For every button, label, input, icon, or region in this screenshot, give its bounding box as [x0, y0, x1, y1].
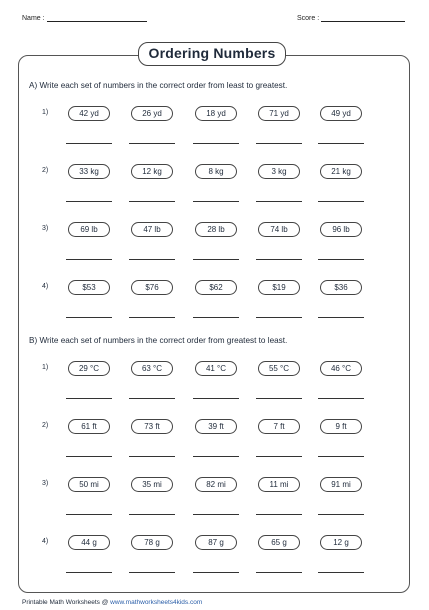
name-line[interactable]	[47, 13, 147, 22]
answer-line[interactable]	[129, 317, 175, 318]
number-pill: 91 mi	[320, 477, 362, 492]
problem-number: 2)	[42, 422, 49, 429]
number-pill: $19	[258, 280, 300, 295]
number-pill: $76	[131, 280, 173, 295]
answer-line[interactable]	[318, 572, 364, 573]
answer-line[interactable]	[129, 143, 175, 144]
number-pill: 35 mi	[131, 477, 173, 492]
answer-line[interactable]	[256, 201, 302, 202]
answer-line[interactable]	[193, 317, 239, 318]
number-pill: 33 kg	[68, 164, 110, 179]
number-pill: 87 g	[195, 535, 237, 550]
answer-line[interactable]	[129, 398, 175, 399]
answer-line[interactable]	[193, 456, 239, 457]
number-pill: 9 ft	[320, 419, 362, 434]
answer-line[interactable]	[66, 514, 112, 515]
answer-line[interactable]	[66, 317, 112, 318]
answer-line[interactable]	[66, 572, 112, 573]
number-pill: 49 yd	[320, 106, 362, 121]
answer-line[interactable]	[193, 201, 239, 202]
number-pill: 50 mi	[68, 477, 110, 492]
number-pill: 3 kg	[258, 164, 300, 179]
number-pill: 61 ft	[68, 419, 110, 434]
problem-number: 3)	[42, 480, 49, 487]
name-field[interactable]	[22, 13, 147, 22]
number-pill: 39 ft	[195, 419, 237, 434]
number-pill: 29 °C	[68, 361, 110, 376]
worksheet-frame	[18, 55, 410, 593]
number-pill: 78 g	[131, 535, 173, 550]
number-pill: 82 mi	[195, 477, 237, 492]
answer-line[interactable]	[66, 143, 112, 144]
answer-line[interactable]	[256, 514, 302, 515]
answer-line[interactable]	[193, 259, 239, 260]
answer-line[interactable]	[318, 398, 364, 399]
answer-line[interactable]	[256, 456, 302, 457]
answer-line[interactable]	[66, 456, 112, 457]
answer-line[interactable]	[256, 259, 302, 260]
number-pill: 55 °C	[258, 361, 300, 376]
answer-line[interactable]	[318, 259, 364, 260]
number-pill: $53	[68, 280, 110, 295]
section-instruction: B) Write each set of numbers in the correct order from greatest to least.	[29, 336, 288, 345]
answer-line[interactable]	[193, 514, 239, 515]
worksheet-title: Ordering Numbers	[138, 42, 286, 66]
number-pill: 18 yd	[195, 106, 237, 121]
score-field[interactable]	[297, 13, 405, 22]
answer-line[interactable]	[129, 259, 175, 260]
number-pill: 21 kg	[320, 164, 362, 179]
answer-line[interactable]	[256, 143, 302, 144]
answer-line[interactable]	[129, 514, 175, 515]
footer-url[interactable]: www.mathworksheets4kids.com	[110, 599, 203, 606]
footer-label: Printable Math Worksheets @	[22, 599, 109, 606]
number-pill: 63 °C	[131, 361, 173, 376]
number-pill: 96 lb	[320, 222, 362, 237]
number-pill: 47 lb	[131, 222, 173, 237]
answer-line[interactable]	[66, 259, 112, 260]
problem-number: 4)	[42, 538, 49, 545]
answer-line[interactable]	[318, 514, 364, 515]
problem-number: 1)	[42, 364, 49, 371]
answer-line[interactable]	[256, 572, 302, 573]
answer-line[interactable]	[318, 456, 364, 457]
problem-number: 4)	[42, 283, 49, 290]
number-pill: 12 g	[320, 535, 362, 550]
number-pill: 42 yd	[68, 106, 110, 121]
answer-line[interactable]	[193, 398, 239, 399]
answer-line[interactable]	[129, 456, 175, 457]
number-pill: 46 °C	[320, 361, 362, 376]
section-instruction: A) Write each set of numbers in the correct order from least to greatest.	[29, 81, 288, 90]
problem-number: 3)	[42, 225, 49, 232]
answer-line[interactable]	[318, 317, 364, 318]
number-pill: 26 yd	[131, 106, 173, 121]
number-pill: 41 °C	[195, 361, 237, 376]
number-pill: $36	[320, 280, 362, 295]
number-pill: 7 ft	[258, 419, 300, 434]
answer-line[interactable]	[318, 143, 364, 144]
answer-line[interactable]	[193, 572, 239, 573]
answer-line[interactable]	[256, 317, 302, 318]
problem-number: 2)	[42, 167, 49, 174]
number-pill: 11 mi	[258, 477, 300, 492]
answer-line[interactable]	[193, 143, 239, 144]
answer-line[interactable]	[66, 201, 112, 202]
answer-line[interactable]	[129, 201, 175, 202]
number-pill: 44 g	[68, 535, 110, 550]
number-pill: 74 lb	[258, 222, 300, 237]
number-pill: 69 lb	[68, 222, 110, 237]
answer-line[interactable]	[318, 201, 364, 202]
number-pill: 73 ft	[131, 419, 173, 434]
answer-line[interactable]	[129, 572, 175, 573]
number-pill: 12 kg	[131, 164, 173, 179]
number-pill: 8 kg	[195, 164, 237, 179]
number-pill: $62	[195, 280, 237, 295]
number-pill: 65 g	[258, 535, 300, 550]
score-label: Score :	[297, 15, 320, 22]
number-pill: 71 yd	[258, 106, 300, 121]
answer-line[interactable]	[256, 398, 302, 399]
number-pill: 28 lb	[195, 222, 237, 237]
name-label: Name :	[22, 15, 45, 22]
footer	[22, 599, 202, 606]
score-line[interactable]	[321, 13, 405, 22]
answer-line[interactable]	[66, 398, 112, 399]
problem-number: 1)	[42, 109, 49, 116]
